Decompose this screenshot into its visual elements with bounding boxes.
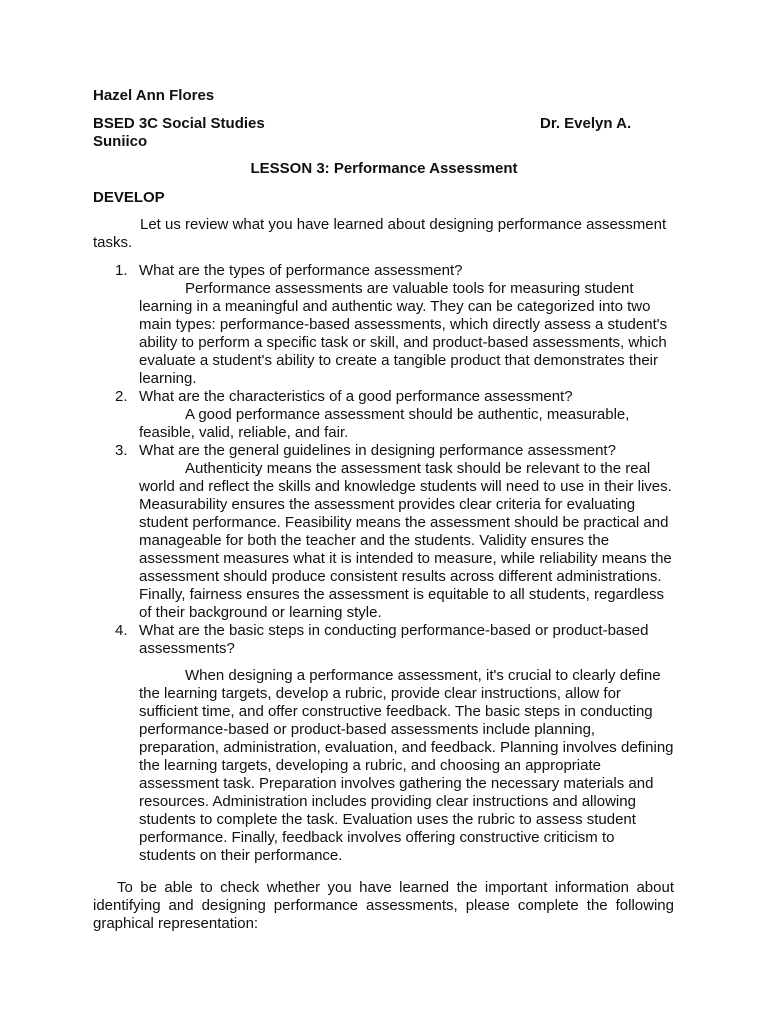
- intro-text: Let us review what you have learned about designing performance assessment tasks.: [93, 216, 667, 251]
- intro-paragraph: [93, 216, 673, 252]
- question-text: What are the characteristics of a good performance assessment?: [139, 388, 573, 405]
- item-number: 1.: [115, 262, 128, 279]
- list-item: [115, 388, 675, 442]
- answer-text: [139, 406, 675, 442]
- question-list: [115, 262, 675, 865]
- author-name: Hazel Ann Flores: [93, 87, 215, 104]
- lesson-title-text: LESSON 3: Performance Assessment: [250, 160, 518, 177]
- answer-text: [139, 460, 675, 622]
- answer-text: [139, 280, 675, 388]
- answer-body: A good performance assessment should be authentic, measurable, feasible, valid, reliable, and fair.: [139, 406, 630, 441]
- item-number: 4.: [115, 622, 128, 639]
- closing-text: To be able to check whether you have learned the important information about identifying and designing performance assessments, please complete the following graphical representation:: [93, 879, 674, 932]
- instructor-name-continued: Suniico: [93, 133, 148, 150]
- answer-body: Authenticity means the assessment task should be relevant to the real world and reflect the skills and knowledge students will need to use in their lives. Measurability ensures the assessment provides clear criteria for evaluating student performance. Feasibility means the assessment should be practical and manageable for both the teacher and the students. Validity ensures the assessment measures what it is intended to measure, while reliability means the assessment should produce consistent results across different administrations. Finally, fairness ensures the assessment is equitable to all students, regardless of their background or learning style.: [139, 460, 672, 621]
- list-item: [115, 622, 675, 865]
- instructor-name: Dr. Evelyn A.: [540, 115, 632, 132]
- section-heading: DEVELOP: [93, 189, 165, 206]
- answer-body: Performance assessments are valuable tools for measuring student learning in a meaningful and authentic way. They can be categorized into two main types: performance-based assessments, which directly assess a student's ability to perform a specific task or skill, and product-based assessments, which evaluate a student's ability to create a tangible product that demonstrates their learning.: [139, 280, 668, 387]
- list-item: [115, 262, 675, 388]
- lesson-title: [0, 160, 768, 178]
- answer-body: When designing a performance assessment, it's crucial to clearly define the learning targets, develop a rubric, provide clear instructions, allow for sufficient time, and offer constructive feedback. The basic steps in conducting performance-based or product-based assessments include planning, preparation, administration, evaluation, and feedback. Planning involves defining the learning targets, developing a rubric, and choosing an appropriate assessment task. Preparation involves gathering the necessary materials and resources. Administration includes providing clear instructions and allowing students to complete the task. Evaluation uses the rubric to assess student performance. Finally, feedback involves offering constructive criticism to students on their performance.: [139, 667, 674, 864]
- closing-paragraph: [93, 879, 674, 933]
- answer-text: [139, 667, 675, 865]
- course-name: BSED 3C Social Studies: [93, 115, 265, 132]
- item-number: 3.: [115, 442, 128, 459]
- question-text: What are the general guidelines in designing performance assessment?: [139, 442, 616, 459]
- item-number: 2.: [115, 388, 128, 405]
- question-text: What are the basic steps in conducting performance-based or product-based assessments?: [139, 622, 649, 657]
- list-item: [115, 442, 675, 622]
- question-text: What are the types of performance assessment?: [139, 262, 463, 279]
